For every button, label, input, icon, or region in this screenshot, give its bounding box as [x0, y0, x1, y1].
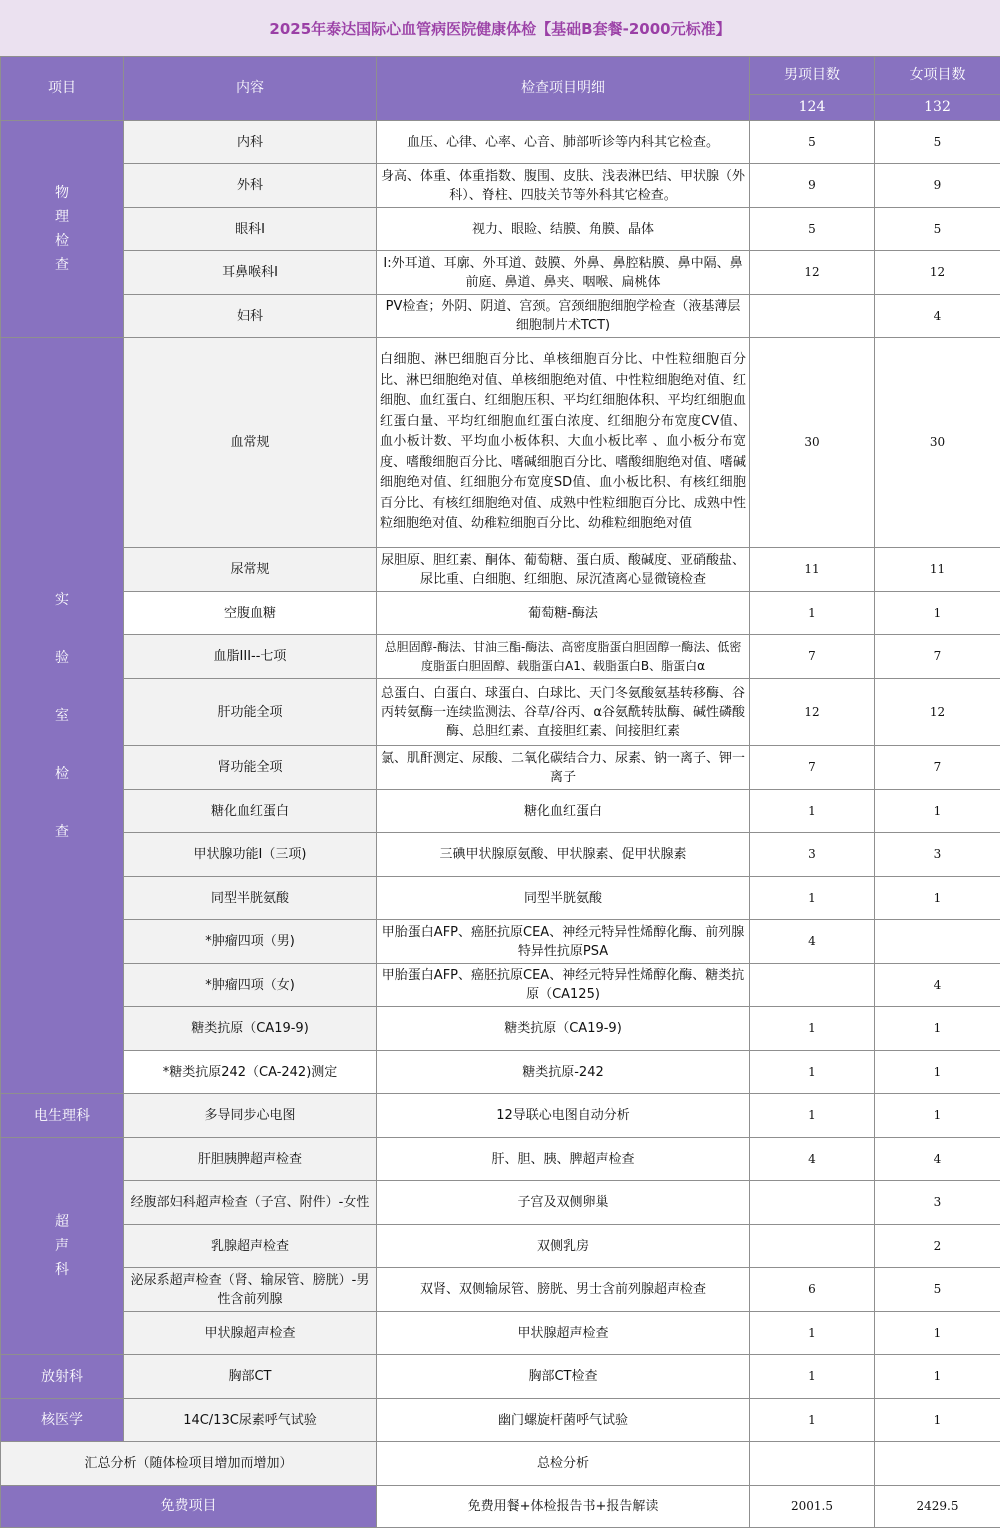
row-male: 1 — [750, 1312, 875, 1355]
row-detail: 糖类抗原（CA19-9) — [377, 1007, 750, 1051]
header-content: 内容 — [124, 57, 377, 121]
row-content: 血常规 — [124, 338, 377, 548]
row-detail: 甲状腺超声检查 — [377, 1312, 750, 1355]
row-content: 尿常规 — [124, 548, 377, 592]
row-detail: 氯、肌酐测定、尿酸、二氧化碳结合力、尿素、钠一离子、钾一离子 — [377, 746, 750, 790]
category-lab — [1, 338, 124, 1094]
row-content: 泌尿系超声检查（肾、输尿管、膀胱）-男性含前列腺 — [124, 1268, 377, 1312]
row-male: 12 — [750, 679, 875, 746]
row-content: 内科 — [124, 121, 377, 164]
row-female: 7 — [875, 635, 1000, 679]
row-detail: 总蛋白、白蛋白、球蛋白、白球比、天门冬氨酸氨基转移酶、谷丙转氨酶一连续监测法、谷草/谷丙、α谷氨酰转肽酶、碱性磷酸酶、总胆红素、直接胆红素、间接胆红素 — [377, 679, 750, 746]
row-content: 糖化血红蛋白 — [124, 790, 377, 833]
row-female — [875, 920, 1000, 964]
row-female: 5 — [875, 121, 1000, 164]
row-detail: 甲胎蛋白AFP、癌胚抗原CEA、神经元特异性烯醇化酶、前列腺特异性抗原PSA — [377, 920, 750, 964]
row-male: 1 — [750, 1399, 875, 1442]
row-male — [750, 295, 875, 338]
row-female: 1 — [875, 877, 1000, 920]
male-total: 124 — [750, 95, 875, 121]
page-title: 2025年泰达国际心血管病医院健康体检【基础B套餐-2000元标准】 — [0, 0, 1000, 56]
row-male: 7 — [750, 635, 875, 679]
row-detail: 甲胎蛋白AFP、癌胚抗原CEA、神经元特异性烯醇化酶、糖类抗原（CA125) — [377, 964, 750, 1007]
row-male: 1 — [750, 1355, 875, 1399]
category-lab-label: 实验室检查 — [55, 591, 69, 840]
category-radiology: 放射科 — [1, 1355, 124, 1399]
category-ultrasound-label: 超声科 — [55, 1214, 69, 1278]
row-male — [750, 964, 875, 1007]
row-female: 1 — [875, 1355, 1000, 1399]
header-male: 男项目数 — [750, 57, 875, 95]
row-female: 1 — [875, 592, 1000, 635]
row-content: 空腹血糖 — [124, 592, 377, 635]
row-male: 1 — [750, 790, 875, 833]
row-male — [750, 1225, 875, 1268]
row-female: 1 — [875, 1312, 1000, 1355]
row-male: 4 — [750, 920, 875, 964]
row-detail: 同型半胱氨酸 — [377, 877, 750, 920]
row-content: 甲状腺功能I（三项) — [124, 833, 377, 877]
row-female: 7 — [875, 746, 1000, 790]
row-content: 肝胆胰脾超声检查 — [124, 1138, 377, 1181]
free-detail: 免费用餐+体检报告书+报告解读 — [377, 1486, 750, 1528]
row-content: 14C/13C尿素呼气试验 — [124, 1399, 377, 1442]
row-detail: 身高、体重、体重指数、腹围、皮肤、浅表淋巴结、甲状腺（外科）、脊柱、四肢关节等外科其它检查。 — [377, 164, 750, 208]
row-male: 7 — [750, 746, 875, 790]
row-male — [750, 1181, 875, 1225]
row-content: 胸部CT — [124, 1355, 377, 1399]
row-female: 2 — [875, 1225, 1000, 1268]
row-female: 5 — [875, 1268, 1000, 1312]
row-detail: 视力、眼睑、结膜、角膜、晶体 — [377, 208, 750, 251]
row-detail: 尿胆原、胆红素、酮体、葡萄糖、蛋白质、酸碱度、亚硝酸盐、尿比重、白细胞、红细胞、尿沉渣离心显微镜检查 — [377, 548, 750, 592]
row-detail: 血压、心律、心率、心音、肺部听诊等内科其它检查。 — [377, 121, 750, 164]
row-content: 同型半胱氨酸 — [124, 877, 377, 920]
category-ultrasound — [1, 1138, 124, 1355]
row-male: 12 — [750, 251, 875, 295]
row-content: 肝功能全项 — [124, 679, 377, 746]
free-label: 免费项目 — [1, 1486, 377, 1528]
row-content: 眼科I — [124, 208, 377, 251]
row-detail: 胸部CT检查 — [377, 1355, 750, 1399]
row-male: 5 — [750, 208, 875, 251]
row-detail: 糖化血红蛋白 — [377, 790, 750, 833]
row-female: 3 — [875, 1181, 1000, 1225]
row-detail: 糖类抗原-242 — [377, 1051, 750, 1094]
row-content: *肿瘤四项（女) — [124, 964, 377, 1007]
row-content: 糖类抗原（CA19-9) — [124, 1007, 377, 1051]
row-content: 肾功能全项 — [124, 746, 377, 790]
category-physical-label: 物理检查 — [55, 185, 69, 273]
row-male: 1 — [750, 877, 875, 920]
row-detail: 双肾、双侧输尿管、膀胱、男士含前列腺超声检查 — [377, 1268, 750, 1312]
checkup-table — [0, 56, 1000, 1528]
row-detail: 幽门螺旋杆菌呼气试验 — [377, 1399, 750, 1442]
row-detail: 子宫及双侧卵巢 — [377, 1181, 750, 1225]
row-female: 1 — [875, 1007, 1000, 1051]
row-female: 1 — [875, 790, 1000, 833]
row-female: 30 — [875, 338, 1000, 548]
row-male: 1 — [750, 1094, 875, 1138]
row-detail: 12导联心电图自动分析 — [377, 1094, 750, 1138]
row-content: 外科 — [124, 164, 377, 208]
row-content: *肿瘤四项（男) — [124, 920, 377, 964]
row-female: 3 — [875, 833, 1000, 877]
row-content: 甲状腺超声检查 — [124, 1312, 377, 1355]
free-male: 2001.5 — [750, 1486, 875, 1528]
row-detail: 总胆固醇-酶法、甘油三酯-酶法、高密度脂蛋白胆固醇一酶法、低密度脂蛋白胆固醇、载脂蛋白A1、载脂蛋白B、脂蛋白α — [377, 635, 750, 679]
row-detail: 肝、胆、胰、脾超声检查 — [377, 1138, 750, 1181]
row-female: 9 — [875, 164, 1000, 208]
row-female: 4 — [875, 295, 1000, 338]
category-nuclear: 核医学 — [1, 1399, 124, 1442]
row-male: 6 — [750, 1268, 875, 1312]
row-female: 12 — [875, 251, 1000, 295]
row-content: *糖类抗原242（CA-242)测定 — [124, 1051, 377, 1094]
summary-female — [875, 1442, 1000, 1486]
row-male: 1 — [750, 1051, 875, 1094]
row-detail: PV检查；外阴、阴道、宫颈。宫颈细胞细胞学检查（液基薄层细胞制片术TCT) — [377, 295, 750, 338]
row-male: 1 — [750, 1007, 875, 1051]
row-content: 乳腺超声检查 — [124, 1225, 377, 1268]
row-male: 4 — [750, 1138, 875, 1181]
row-content: 经腹部妇科超声检查（子宫、附件）-女性 — [124, 1181, 377, 1225]
female-total: 132 — [875, 95, 1000, 121]
row-female: 4 — [875, 1138, 1000, 1181]
row-content: 耳鼻喉科I — [124, 251, 377, 295]
row-female: 1 — [875, 1094, 1000, 1138]
free-female: 2429.5 — [875, 1486, 1000, 1528]
row-content: 多导同步心电图 — [124, 1094, 377, 1138]
row-content: 血脂III--七项 — [124, 635, 377, 679]
row-detail: 双侧乳房 — [377, 1225, 750, 1268]
row-male: 11 — [750, 548, 875, 592]
category-ecg: 电生理科 — [1, 1094, 124, 1138]
row-female: 1 — [875, 1051, 1000, 1094]
summary-detail: 总检分析 — [377, 1442, 750, 1486]
header-female: 女项目数 — [875, 57, 1000, 95]
header-item: 项目 — [1, 57, 124, 121]
summary-male — [750, 1442, 875, 1486]
row-female: 5 — [875, 208, 1000, 251]
category-physical — [1, 121, 124, 338]
row-content: 妇科 — [124, 295, 377, 338]
row-female: 4 — [875, 964, 1000, 1007]
row-detail: 葡萄糖-酶法 — [377, 592, 750, 635]
row-female: 12 — [875, 679, 1000, 746]
row-female: 11 — [875, 548, 1000, 592]
row-detail: 三碘甲状腺原氨酸、甲状腺素、促甲状腺素 — [377, 833, 750, 877]
row-male: 30 — [750, 338, 875, 548]
summary-label: 汇总分析（随体检项目增加而增加） — [1, 1442, 377, 1486]
row-male: 5 — [750, 121, 875, 164]
row-detail: I:外耳道、耳廓、外耳道、鼓膜、外鼻、鼻腔粘膜、鼻中隔、鼻前庭、鼻道、鼻夹、咽喉、扁桃体 — [377, 251, 750, 295]
row-male: 1 — [750, 592, 875, 635]
row-male: 3 — [750, 833, 875, 877]
row-female: 1 — [875, 1399, 1000, 1442]
row-male: 9 — [750, 164, 875, 208]
row-detail: 白细胞、淋巴细胞百分比、单核细胞百分比、中性粒细胞百分比、淋巴细胞绝对值、单核细胞绝对值、中性粒细胞绝对值、红细胞、血红蛋白、红细胞压积、平均红细胞体积、平均红细胞血红蛋白量、平均红细胞血红蛋白浓度、红细胞分布宽度CV值、血小板计数、平均血小板体积、大血小板比率 、血小板分布宽度、嗜酸细胞百分比、嗜碱细胞百分比、嗜酸细胞绝对值、嗜碱细胞绝对值、红细胞分布宽度SD值、血小板比积、有核红细胞百分比、有核红细胞绝对值、成熟中性粒细胞百分比、成熟中性粒细胞绝对值、幼稚粒细胞百分比、幼稚粒细胞绝对值 — [377, 338, 750, 548]
header-detail: 检查项目明细 — [377, 57, 750, 121]
